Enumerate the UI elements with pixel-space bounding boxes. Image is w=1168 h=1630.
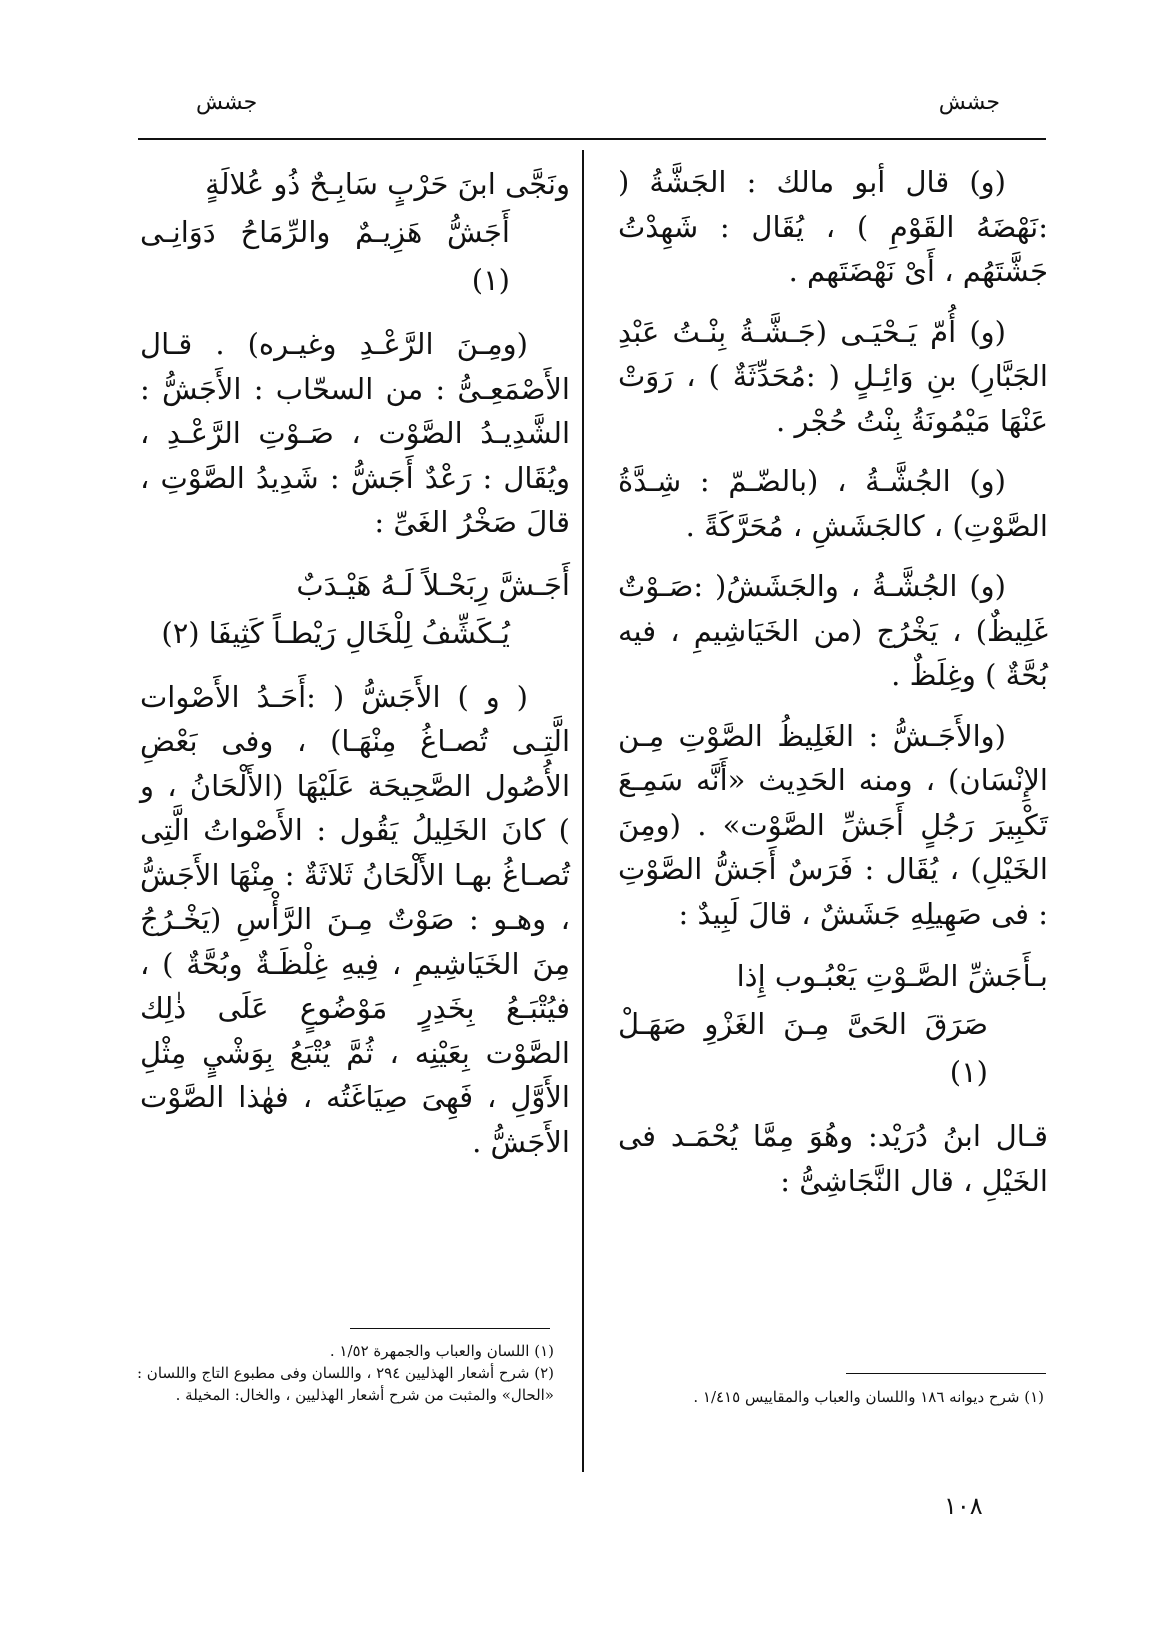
entry-paragraph: (و) قال أبو مالك : الجَشَّةُ ( :نَهْضَهُ القَوْمِ ) ، يُقَال : شَهِدْتُ جَشَّتَهُم ، أَىْ نَهْضَتَهم . — [618, 165, 1048, 288]
page-number: ١٠٨ — [944, 1492, 983, 1520]
footnote-rule-left — [350, 1328, 550, 1329]
footnotes-left — [136, 1340, 554, 1406]
verse-najashi — [140, 160, 570, 304]
verse-sakhr — [140, 561, 570, 657]
verse-labid — [618, 952, 1048, 1096]
footnote-rule-right — [846, 1373, 1046, 1374]
running-header-right: جشش — [938, 90, 1000, 115]
footnote: (٢) شرح أشعار الهذليين ٢٩٤ ، واللسان وفى مطبوع التاج واللسان : «الحال» والمثبت من شرح أشعار الهذليين ، والخال: المخيلة . — [136, 1364, 554, 1404]
entry-paragraph: (والأَجَـشُّ : الغَلِيظُ الصَّوْتِ مِـن الإِنْسَان) ، ومنه الحَدِيث «أَنَّه سَمِـعَ تَكْبِيرَ رَجُلٍ أَجَشِّ الصَّوْت» . (ومِنَ الخَيْلِ) ، يُقَال : فَرَسٌ أَجَشُّ الصَّوْتِ : فى صَهِيلِهِ جَشَشٌ ، قالَ لَبِيدٌ : — [618, 718, 1048, 931]
footnote: (١) شرح ديوانه ١٨٦ واللسان والعباب والمقاييس ١/٤١٥ . — [693, 1388, 1044, 1406]
verse-hemistich: يُـكَشِّفُ لِلْخَالِ رَيْطـاً كَثِيفَا (٢) — [161, 615, 510, 650]
entry-paragraph: ( و ) الأَجَشُّ ( :أَحَـدُ الأَصْوات الَّتِـى تُصـاغُ مِنْهَـا) ، وفى بَعْضِ الأُصُول الصَّحِيحَة عَلَيْهَا (الأَلْحَانُ ، و ) كانَ الخَلِيلُ يَقُول : الأَصْواتُ الَّتِى تُصـاغُ بهـا الأَلْحَانُ ثَلاثَةٌ : مِنْهَا الأَجَشُّ ، وهـو : صَوْتٌ مِـنَ الرَّأْسِ (يَخْـرُجُ مِنَ الخَيَاشِيمِ ، فِيهِ غِلْظَـةٌ وبُحَّةٌ ) ، فيُتْبَـعُ بِخَدِرٍ مَوْضُوعٍ عَلَى ذٰلِك الصَّوْت بِعَيْنِه ، ثُمَّ يُتْبَعُ بِوَشْيٍ مِثْلِ الأَوَّلِ ، فَهِىَ صِيَاغَتُه ، فهٰذا الصَّوْت الأَجَشُّ . — [140, 679, 570, 1159]
entry-paragraph: (ومِـنَ الرَّعْـدِ وغيـره) . قـال الأَصْمَعِـىُّ : من السحّاب : الأَجَشُّ : الشَّدِيـدُ الصَّوْت ، صَـوْتِ الرَّعْـدِ ، ويُقَال : رَعْدٌ أَجَشُّ : شَدِيدُ الصَّوْتِ ، قالَ صَخْرُ الغَىِّ : — [140, 327, 570, 539]
entry-paragraph: (و) أُمّ يَـحْيَـى (جَـشَّـةُ بِنْـتُ عَبْدِ الجَبَّارِ) بنِ وَائِـلٍ ( :مُحَدِّثَةٌ ) ، رَوَتْ عَنْهَا مَيْمُونَةُ بِنْتُ حُجْر . — [618, 314, 1048, 438]
verse-hemistich: بـأَجَشِّ الصَّـوْتِ يَعْبُـوب إِذا — [736, 959, 1048, 993]
running-header-left: جشش — [196, 90, 258, 115]
verse-hemistich: صَرَقَ الحَىَّ مِـنَ الغَزْوِ صَهَـلْ (١) — [618, 1007, 988, 1089]
footnotes-right — [626, 1386, 1044, 1408]
entry-paragraph: قـال ابنُ دُرَيْد: وهُوَ مِمَّا يُحْمَـد فى الخَيْلِ ، قال النَّجَاشِىُّ : — [618, 1119, 1048, 1198]
column-divider — [582, 150, 584, 1472]
verse-hemistich: أَجَـشَّ رِبَحْـلاً لَـهُ هَيْـدَبٌ — [296, 567, 570, 602]
entry-paragraph: (و) الجُشَّـةُ ، (بالضّـمّ : شِـدَّةُ الصَّوْتِ) ، كالجَشَشِ ، مُحَرَّكَةً . — [618, 464, 1048, 543]
verse-hemistich: ونَجَّى ابنَ حَرْبٍ سَابِـحٌ ذُو عُلالَةٍ — [205, 167, 570, 201]
header-rule — [138, 138, 1046, 140]
entry-paragraph: (و) الجُشَّـةُ ، والجَشَشُ( :صَـوْتٌ غَلِيظٌ) ، يَخْرُج (من الخَيَاشِيمِ ، فيه بُحَّةٌ ) وغِلَظٌ . — [618, 569, 1048, 692]
footnote: (١) اللسان والعباب والجمهرة ١/٥٢ . — [329, 1342, 554, 1360]
verse-hemistich: أَجَشُّ هَزِيـمٌ والرِّمَاحُ دَوَانِـى (١) — [140, 215, 510, 297]
left-column — [140, 160, 570, 1180]
right-column — [618, 160, 1048, 1219]
